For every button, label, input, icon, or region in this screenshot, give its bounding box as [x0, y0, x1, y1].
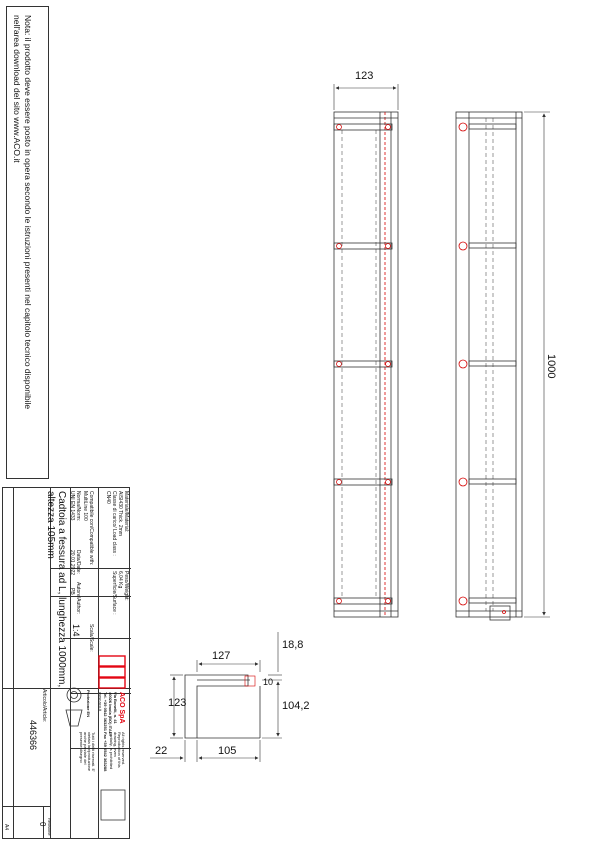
company-contacts: Tel. +39 0542 363251 Fax +39 0542 363288 [103, 692, 108, 772]
top-view-left [334, 112, 398, 617]
description-line-1: Cadtoia a fessura ad L, lunghezza 1000mm, [56, 491, 67, 688]
autore-value: PB [69, 588, 75, 595]
description-line-2: altezza 105mm [45, 491, 56, 559]
dim-label-length: 1000 [545, 354, 557, 379]
dim-label-section-width-top: 127 [212, 650, 231, 662]
classe-label: Classe di carico/ Load class : [111, 491, 117, 556]
peso-value: 6,04 Kg [117, 571, 123, 589]
dim-label-section-right-top: 18,8 [282, 639, 304, 651]
crossbars-right [469, 124, 516, 603]
dim-label-top-width: 123 [355, 70, 374, 82]
data-label: Data/Date: [75, 550, 81, 574]
materiale-label: Materiale/Material: [123, 491, 129, 533]
dim-label-section-width-bottom: 105 [218, 745, 237, 757]
articolo-value: 446366 [28, 720, 38, 751]
crossbars-left [334, 124, 392, 604]
legal-text-en: All rights reserved. Reproduction of this drawing, even partially, is prohibited [109, 732, 126, 770]
company-address-2: 40026 Imola (BO) ITALY [108, 692, 113, 737]
product-tag: Protezione EN [86, 690, 91, 718]
compatibile-label: Compatibile con/Compatible with: [88, 491, 94, 566]
revision-label: Revisione [47, 818, 52, 836]
classe-value: CN40 [105, 491, 111, 504]
installation-note-line-2: nell'area download del sito www.ACO.it [12, 15, 22, 163]
dim-top-width [334, 84, 398, 110]
data-value: 20.01.2022 [69, 550, 75, 576]
superficie-label: Superficie/Surface : [111, 571, 117, 615]
format-value: A4 [3, 824, 9, 831]
installation-note-line-1: Nota: il prodotto deve essere posto in opera secondo le istruzioni presenti nel capitolo tecnico disponibile [23, 15, 33, 410]
company-web: www.aco.it [98, 692, 103, 712]
cross-section [185, 675, 260, 738]
articolo-label: Articolo/Article: [41, 689, 47, 723]
compatibile-value: MultiLine 100 [82, 491, 88, 521]
dim-label-section-offset-left: 22 [155, 745, 168, 757]
norma-value: UNI EN 1433 [69, 491, 75, 521]
legal-text-it: Tutti i diritti riservati. E' vietata la riproduzione anche parziale del presente disegno [79, 732, 96, 772]
company-name: ACO SpA [118, 692, 125, 724]
scala-value: 1:4 [71, 624, 81, 637]
dim-label-section-height-right: 104,2 [282, 700, 310, 712]
materiale-value: AISI430 Thick. 2mm [117, 491, 123, 536]
revision-value: 0 [38, 822, 47, 827]
autore-label: Autore/Author: [75, 582, 81, 615]
top-view-right [456, 112, 522, 620]
norma-label: Norma/Norm: [75, 491, 81, 522]
dim-label-section-small: 10 [263, 677, 274, 687]
company-address-1: Via Bonelli, n. 41 [113, 692, 118, 724]
peso-label: Peso/Weight: [123, 571, 129, 601]
scala-label: Scala/Scale: [88, 624, 94, 652]
dim-label-section-height-left: 123 [168, 697, 187, 709]
